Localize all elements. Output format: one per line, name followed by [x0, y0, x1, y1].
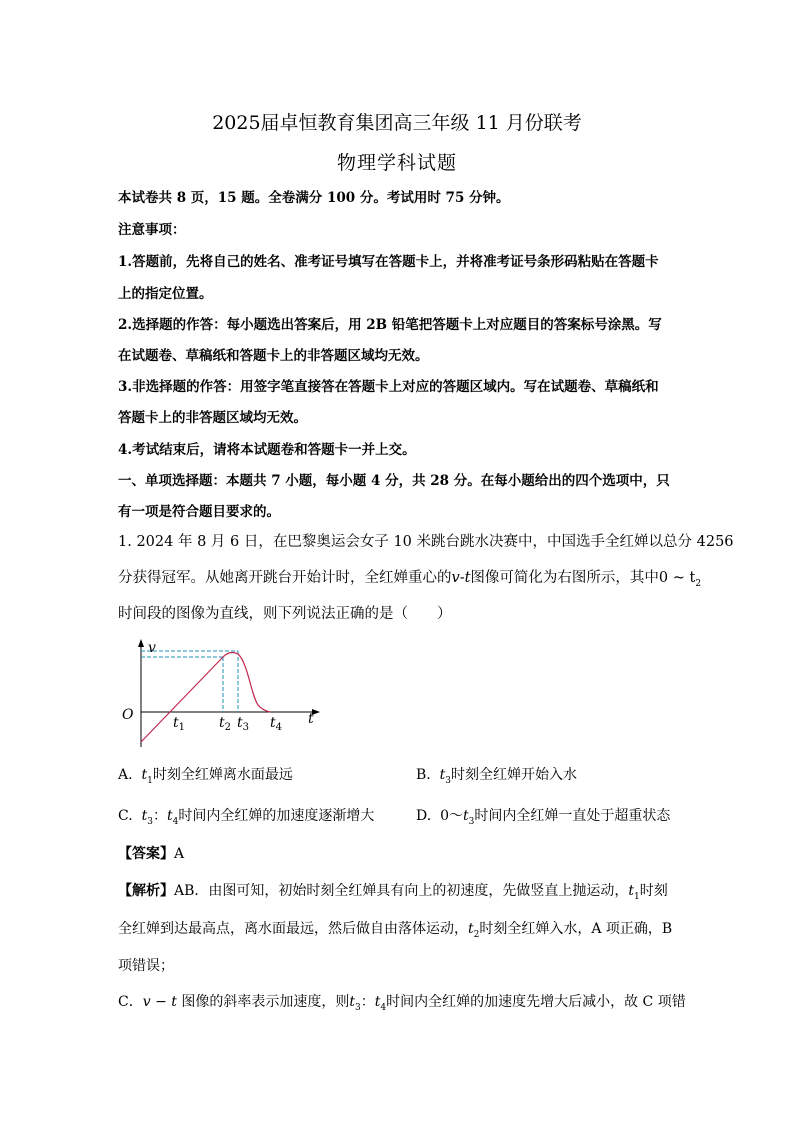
option-d[interactable] [416, 805, 670, 827]
analysis-text: 时刻全红婵入水，A 项正确，B [479, 921, 673, 937]
subscript: 4 [380, 1002, 387, 1013]
question-text: 图像可简化为右图所示，其中 [470, 570, 659, 586]
origin-label: O [122, 707, 134, 723]
tick-label-t3: $t_3$ [237, 715, 250, 733]
question-1-line-1: 1. 2024 年 8 月 6 日，在巴黎奥运会女子 10 米跳台跳水决赛中，中国选手全红婵以总分 4256 [118, 534, 734, 550]
subscript: 2 [695, 578, 702, 589]
answer-line [118, 843, 184, 863]
answer-value: A [174, 846, 185, 862]
option-label: C. [118, 808, 133, 824]
subscript: 3 [354, 1002, 361, 1013]
velocity-curve [141, 653, 270, 742]
y-axis-label: v [148, 640, 156, 656]
analysis-line-4 [118, 991, 686, 1013]
option-label: D. [416, 808, 432, 824]
subscript: 3 [468, 816, 475, 827]
notice-line: 上的指定位置。 [118, 286, 213, 302]
option-text: 时刻全红婵离水面最远 [152, 767, 293, 783]
option-text: 时间内全红婵的加速度逐渐增大 [178, 808, 375, 824]
analysis-text: 时刻 [639, 883, 668, 899]
option-label: A. [118, 767, 133, 783]
question-text: 分获得冠军。从她离开跳台开始计时，全红婵重心的 [118, 570, 452, 586]
option-text: 时刻全红婵开始入水 [451, 767, 578, 783]
y-axis-arrow [138, 639, 144, 647]
separator: ： [360, 994, 375, 1010]
notice-line: 2.选择题的作答：每小题选出答案后，用 2B 铅笔把答题卡上对应题目的答案标号涂黑。写 [118, 317, 662, 333]
analysis-text: 图像的斜率表示加速度，则 [181, 994, 350, 1010]
variable: t [468, 921, 474, 937]
notice-line: 答题卡上的非答题区域均无效。 [118, 410, 307, 426]
variable: t [628, 883, 635, 899]
subscript: 2 [473, 929, 480, 940]
option-c[interactable] [118, 805, 374, 827]
analysis-label: 【解析】 [118, 883, 174, 899]
tick-label-t4: $t_4$ [270, 715, 283, 733]
tick-label-t1: $t_1$ [173, 715, 186, 733]
separator: ： [152, 808, 167, 824]
analysis-text: 全红婵到达最高点，离水面最远，然后做自由落体运动， [118, 921, 468, 937]
analysis-line-3: 项错误； [118, 958, 174, 974]
analysis-text: 时间内全红婵的加速度先增大后减小，故 C 项错 [386, 994, 686, 1010]
variable: t [439, 767, 446, 783]
option-a[interactable] [118, 764, 293, 786]
option-label: B. [416, 767, 431, 783]
range-prefix: 0～ [440, 808, 464, 824]
option-b[interactable] [416, 764, 577, 786]
variable: t [141, 808, 148, 824]
exam-title: 2025届卓恒教育集团高三年级 11 月份联考 [212, 112, 582, 134]
time-range: 0 ~ t [658, 570, 696, 586]
analysis-line-1 [118, 880, 668, 902]
section-heading: 有一项是符合题目要求的。 [118, 504, 280, 520]
question-1-line-2 [118, 566, 701, 589]
subscript: 3 [147, 816, 153, 827]
question-1-line-3: 时间段的图像为直线，则下列说法正确的是（ ） [118, 606, 452, 622]
analysis-text: AB．由图可知，初始时刻全红婵具有向上的初速度，先做竖直上抛运动， [174, 883, 629, 899]
variable: t [374, 994, 381, 1010]
answer-label: 【答案】 [118, 846, 174, 862]
variable: t [463, 808, 469, 824]
option-text: 时间内全红婵一直处于超重状态 [474, 808, 671, 824]
variable: t [349, 994, 355, 1010]
variable: t [166, 808, 173, 824]
vt-graph [108, 635, 328, 750]
notice-line: 4.考试结束后，请将本试题卷和答题卡一并上交。 [118, 442, 416, 458]
variable: t [141, 767, 148, 783]
subscript: 1 [634, 891, 640, 902]
tick-label-t2: $t_2$ [219, 715, 232, 733]
analysis-line-2 [118, 918, 672, 940]
vt-symbol: v-t [451, 570, 471, 586]
notice-line: 在试题卷、草稿纸和答题卡上的非答题区域均无效。 [118, 348, 429, 364]
x-axis-label: t [308, 711, 314, 727]
vt-symbol: v − t [142, 994, 177, 1010]
subscript: 1 [147, 775, 153, 786]
notice-line: 3.非选择题的作答：用签字笔直接答在答题卡上对应的答题区域内。写在试题卷、草稿纸和 [118, 379, 659, 395]
analysis-text: C． [118, 994, 143, 1010]
notice-line: 1.答题前，先将自己的姓名、准考证号填写在答题卡上，并将准考证号条形码粘贴在答题卡 [118, 254, 659, 270]
exam-intro: 本试卷共 8 页，15 题。全卷满分 100 分。考试用时 75 分钟。 [118, 190, 510, 206]
section-heading: 一、单项选择题：本题共 7 小题，每小题 4 分，共 28 分。在每小题给出的四个选项中，只 [118, 473, 670, 489]
subscript: 4 [172, 816, 179, 827]
subject-title: 物理学科试题 [336, 152, 457, 174]
subscript: 3 [445, 775, 452, 786]
notice-header: 注意事项： [118, 222, 186, 238]
